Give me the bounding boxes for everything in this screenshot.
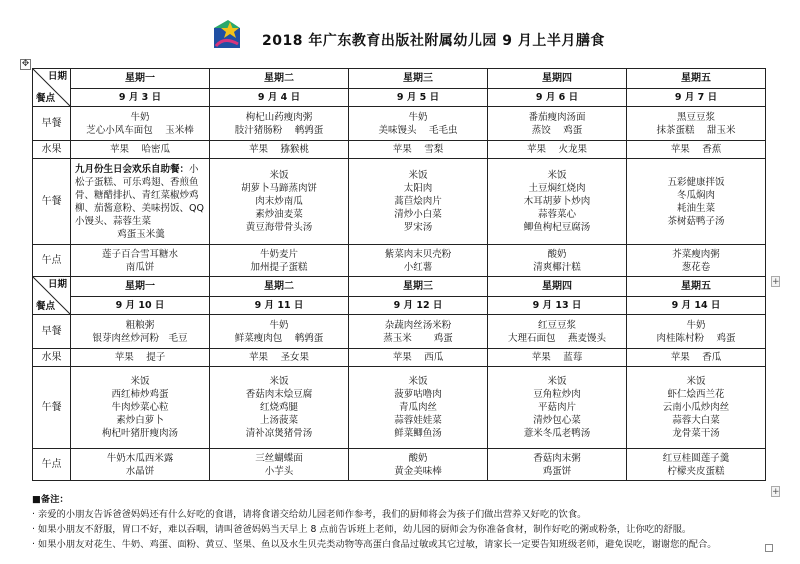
meal-label-fruit: 水果	[33, 141, 71, 159]
dish-text: 耗油生菜	[676, 202, 715, 214]
dish-text: 米饭	[130, 376, 150, 387]
breakfast-cell	[627, 107, 766, 141]
menu-table	[32, 68, 766, 481]
dish-text: 牛奶	[686, 319, 706, 331]
meal-label-snack: 午点	[33, 449, 71, 481]
dish-text: 蒜蓉大白菜	[672, 415, 720, 426]
breakfast-cell	[488, 107, 627, 141]
breakfast-row	[33, 107, 766, 141]
buffet-title: 九月份生日会欢乐自助餐：	[75, 163, 190, 175]
corner-header-cell	[33, 277, 71, 315]
buffet-dishes: 小松子蛋糕、可乐鸡翅、香煎鱼骨、糖醋排扒、青红菜椒炒鸡柳、茄酱意粉、美味拐饭、QQ 小馒头、蒜蓉生菜	[75, 163, 204, 227]
dish-text: 香菇肉末烩豆腐	[245, 389, 313, 400]
meal-label-snack: 午点	[33, 245, 71, 277]
buffet-paragraph	[75, 163, 207, 228]
corner-header-cell	[33, 69, 71, 107]
weekday-header-row	[33, 277, 766, 297]
fruit-cell: 苹果 哈密瓜	[71, 141, 210, 159]
dish-text: 平菇肉片	[537, 402, 576, 413]
dish-text: 牛奶麦片	[259, 248, 298, 260]
dish-text: 素炒油麦菜	[255, 209, 303, 220]
date-cell: 9 月 3 日	[71, 89, 210, 107]
dish-text: 虾仁烩西兰花	[667, 389, 725, 400]
dish-text: 小红薯	[403, 261, 433, 273]
snack-row	[33, 449, 766, 481]
corner-meal-label: 餐点	[36, 93, 56, 104]
lunch-cell	[349, 367, 488, 449]
corner-date-label: 日期	[47, 279, 67, 290]
dish-text: 肉末炒南瓜	[255, 196, 303, 207]
date-cell: 9 月 6 日	[488, 89, 627, 107]
page-title: 2018 年广东教育出版社附属幼儿园 9 月上半月膳食	[262, 33, 605, 49]
date-row	[33, 89, 766, 107]
dish-text: 青瓜肉丝	[398, 402, 437, 413]
breakfast-cell	[488, 315, 627, 349]
breakfast-cell	[210, 315, 349, 349]
fruit-cell: 苹果 猕猴桃	[210, 141, 349, 159]
snack-row	[33, 245, 766, 277]
dish-text: 红豆桂圆莲子羹	[662, 452, 730, 464]
dish-text: 肢汁猪肠粉 鹌鹑蛋	[234, 124, 324, 136]
birthday-buffet-cell	[71, 159, 210, 245]
lunch-cell	[627, 159, 766, 245]
snack-cell	[71, 245, 210, 277]
table-resize-handle-icon[interactable]	[765, 544, 773, 552]
dish-text: 五彩健康拌饭	[667, 176, 725, 188]
date-cell: 9 月 7 日	[627, 89, 766, 107]
dish-text: 芝心小风车面包 玉米棒	[86, 124, 194, 136]
dish-text: 鲜菜鲫鱼汤	[394, 428, 442, 439]
dish-text: 粗粮粥	[125, 319, 155, 331]
dish-text: 香菇肉末粥	[533, 452, 581, 464]
dish-text: 南瓜饼	[125, 261, 155, 273]
dish-text: 牛肉炒菜心粒	[111, 402, 169, 413]
dish-text: 枸杞山药瘦肉粥	[245, 111, 313, 123]
snack-cell	[349, 245, 488, 277]
note-line: · 如果小朋友对花生、牛奶、鸡蛋、面粉、黄豆、坚果、鱼以及水生贝壳类动物等高蛋白食品过敏或其它过敏，请家长一定要告知班级老师，避免误吃，谢谢您的配合。	[32, 539, 717, 550]
dish-text: 蒸饺 鸡蛋	[531, 124, 583, 136]
dish-text: 清炒小白菜	[394, 209, 442, 220]
dish-text: 番茄瘦肉汤面	[528, 111, 586, 123]
fruit-cell: 苹果 香瓜	[627, 349, 766, 367]
dish-text: 鲫鱼枸杞豆腐汤	[523, 222, 591, 233]
dish-text: 米饭	[408, 376, 428, 387]
breakfast-cell	[349, 315, 488, 349]
dish-text: 牛奶	[408, 111, 428, 123]
dish-text: 米饭	[269, 376, 289, 387]
snack-cell	[627, 245, 766, 277]
lunch-cell	[488, 367, 627, 449]
dish-text: 菠萝咕噜肉	[394, 389, 442, 400]
lunch-cell	[210, 367, 349, 449]
dish-text: 黄豆海带骨头汤	[245, 222, 313, 233]
dish-text: 蒜蓉娃娃菜	[394, 415, 442, 426]
dish-text: 胡萝卜马蹄蒸肉饼	[240, 183, 317, 194]
dish-text: 云南小瓜炒肉丝	[662, 402, 730, 413]
date-cell: 9 月 5 日	[349, 89, 488, 107]
breakfast-cell	[71, 315, 210, 349]
add-row-handle-icon[interactable]: +	[772, 277, 780, 287]
lunch-cell	[349, 159, 488, 245]
buffet-last-dish: 鸡蛋玉米羹	[117, 228, 165, 240]
dish-text: 蒿苣烩肉片	[394, 196, 442, 207]
dish-text: 莲子百合雪耳糖水	[101, 248, 178, 260]
dish-text: 芥菜瘦肉粥	[672, 248, 720, 260]
dish-text: 豆角粒炒肉	[533, 389, 581, 400]
dish-text: 米饭	[547, 170, 567, 181]
breakfast-cell	[627, 315, 766, 349]
weekday-header: 星期五	[627, 69, 766, 89]
dish-text: 茶树菇鸭子汤	[667, 215, 725, 227]
dish-text: 素炒白萝卜	[116, 415, 164, 426]
weekday-header: 星期四	[488, 69, 627, 89]
dish-text: 红烧鸡腿	[259, 402, 298, 413]
dish-text: 酸奶	[547, 248, 567, 260]
dish-text: 牛奶	[130, 111, 150, 123]
date-cell: 9 月 4 日	[210, 89, 349, 107]
weekday-header-row	[33, 69, 766, 89]
dish-text: 牛奶	[269, 319, 289, 331]
weekday-header: 星期二	[210, 69, 349, 89]
fruit-cell: 苹果 圣女果	[210, 349, 349, 367]
dish-text: 米饭	[686, 376, 706, 387]
lunch-row	[33, 159, 766, 245]
fruit-cell: 苹果 西瓜	[349, 349, 488, 367]
lunch-cell	[71, 367, 210, 449]
date-cell: 9 月 14 日	[627, 297, 766, 315]
dish-text: 鸡蛋饼	[542, 465, 572, 477]
dish-text: 三丝蝴蝶面	[255, 452, 303, 464]
dish-text: 加州提子蛋糕	[250, 261, 308, 273]
lunch-cell	[488, 159, 627, 245]
table-move-handle-icon[interactable]: ✥	[21, 59, 30, 69]
dish-text: 银芽肉丝炒河粉 毛豆	[92, 332, 188, 344]
dish-text: 太阳肉	[403, 183, 433, 194]
dish-text: 水晶饼	[125, 465, 155, 477]
dish-text: 大理石面包 燕麦馒头	[507, 332, 607, 344]
dish-text: 黑豆豆浆	[676, 111, 715, 123]
meal-label-breakfast: 早餐	[33, 315, 71, 349]
date-cell: 9 月 13 日	[488, 297, 627, 315]
dish-text: 红豆豆浆	[537, 319, 576, 331]
dish-text: 西红柿炒鸡蛋	[111, 389, 169, 400]
breakfast-cell	[349, 107, 488, 141]
lunch-cell	[627, 367, 766, 449]
dish-text: 酸奶	[408, 452, 428, 464]
meal-label-lunch: 午餐	[33, 367, 71, 449]
dish-text: 葱花卷	[681, 261, 711, 273]
weekday-header: 星期二	[210, 277, 349, 297]
notes-section	[32, 492, 772, 552]
snack-cell	[627, 449, 766, 481]
dish-text: 清补凉煲猪骨汤	[245, 428, 313, 439]
corner-date-label: 日期	[47, 71, 67, 82]
fruit-cell: 苹果 提子	[71, 349, 210, 367]
weekday-header: 星期三	[349, 69, 488, 89]
note-line: · 亲爱的小朋友告诉爸爸妈妈还有什么好吃的食谱，请将食谱交给幼儿园老师作参考，我们的厨师将会为孩子们做出营养又好吃的饮食。	[32, 509, 587, 520]
snack-cell	[210, 245, 349, 277]
weekday-header: 星期四	[488, 277, 627, 297]
snack-cell	[488, 449, 627, 481]
note-line: · 如果小朋友不舒服，胃口不好，难以吞咽，请叫爸爸妈妈当天早上 8 点前告诉班上老师，幼儿园的厨师会为你准备食材，制作好吃的粥或粉条，让你吃的舒服。	[32, 524, 692, 535]
lunch-row	[33, 367, 766, 449]
dish-text: 紫菜肉末贝壳粉	[384, 248, 452, 260]
fruit-cell: 苹果 雪梨	[349, 141, 488, 159]
dish-text: 美味馒头 毛毛虫	[378, 124, 458, 136]
dish-text: 罗宋汤	[403, 222, 433, 233]
weekday-header: 星期三	[349, 277, 488, 297]
dish-text: 米饭	[408, 170, 428, 181]
dish-text: 清炒包心菜	[533, 415, 581, 426]
dish-text: 蒸玉米 鸡蛋	[383, 332, 453, 344]
dish-text: 冬瓜焖肉	[676, 189, 715, 201]
weekday-header: 星期五	[627, 277, 766, 297]
fruit-cell: 苹果 火龙果	[488, 141, 627, 159]
breakfast-cell	[210, 107, 349, 141]
weekday-header: 星期一	[71, 69, 210, 89]
breakfast-cell	[71, 107, 210, 141]
corner-meal-label: 餐点	[36, 301, 56, 312]
add-row-handle-icon[interactable]: +	[772, 487, 780, 497]
meal-label-fruit: 水果	[33, 349, 71, 367]
dish-text: 米饭	[547, 376, 567, 387]
date-row	[33, 297, 766, 315]
fruit-row	[33, 349, 766, 367]
dish-text: 木耳胡萝卜炒肉	[523, 196, 591, 207]
date-cell: 9 月 11 日	[210, 297, 349, 315]
dish-text: 小芋头	[264, 465, 294, 477]
breakfast-row	[33, 315, 766, 349]
dish-text: 龙骨菜干汤	[672, 428, 720, 439]
dish-text: 清爽椰汁糕	[533, 261, 581, 273]
fruit-row	[33, 141, 766, 159]
fruit-cell: 苹果 香蕉	[627, 141, 766, 159]
dish-text: 黄金美味棒	[394, 465, 442, 477]
dish-text: 土豆焖红烧肉	[528, 183, 586, 194]
date-cell: 9 月 10 日	[71, 297, 210, 315]
dish-text: 鲜菜瘦肉包 鹌鹑蛋	[234, 332, 324, 344]
meal-label-lunch: 午餐	[33, 159, 71, 245]
snack-cell	[71, 449, 210, 481]
snack-cell	[349, 449, 488, 481]
dish-text: 抹茶蛋糕 甜玉米	[656, 124, 736, 136]
snack-cell	[488, 245, 627, 277]
dish-text: 牛奶木瓜西米露	[106, 452, 174, 464]
dish-text: 柠檬夹皮蛋糕	[667, 465, 725, 477]
weekday-header: 星期一	[71, 277, 210, 297]
meal-label-breakfast: 早餐	[33, 107, 71, 141]
dish-text: 蒜蓉菜心	[537, 209, 576, 220]
dish-text: 薏米冬瓜老鸭汤	[523, 428, 591, 439]
dish-text: 米饭	[269, 170, 289, 181]
school-logo-icon	[212, 18, 246, 50]
notes-heading: ■备注：	[32, 494, 69, 505]
date-cell: 9 月 12 日	[349, 297, 488, 315]
lunch-cell	[210, 159, 349, 245]
snack-cell	[210, 449, 349, 481]
dish-text: 枸杞叶猪肝瘦肉汤	[101, 428, 178, 439]
dish-text: 杂蔬肉丝汤米粉	[384, 319, 452, 331]
dish-text: 上汤菠菜	[259, 415, 298, 426]
fruit-cell: 苹果 蓝莓	[488, 349, 627, 367]
dish-text: 肉桂陈村粉 鸡蛋	[656, 332, 736, 344]
